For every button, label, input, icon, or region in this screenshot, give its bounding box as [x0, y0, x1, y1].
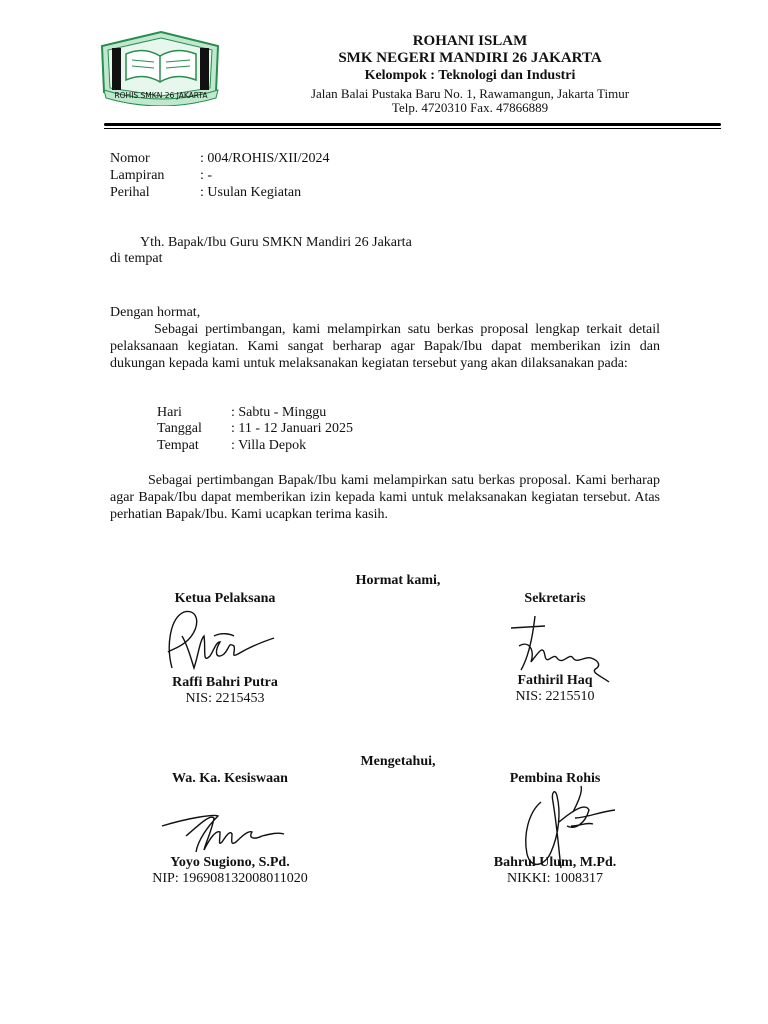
lampiran-value: : -	[200, 168, 213, 183]
tempat-value: : Villa Depok	[231, 438, 307, 453]
sekretaris-name: Fathiril Haq	[517, 673, 593, 688]
logo-lettering: ROHIS SMKN 26 JAKARTA	[114, 91, 208, 100]
tanggal-value: : 11 - 12 Januari 2025	[231, 421, 353, 436]
header-rule-thin	[104, 128, 721, 129]
sekretaris-nis: NIS: 2215510	[515, 689, 595, 704]
sekretaris-role: Sekretaris	[524, 591, 586, 606]
meta-perihal	[110, 185, 301, 201]
tanggal-label: Tanggal	[157, 421, 202, 436]
waka-role: Wa. Ka. Kesiswaan	[172, 771, 288, 786]
rohis-logo	[96, 28, 226, 106]
body-paragraph-1: Sebagai pertimbangan, kami melampirkan satu berkas proposal lengkap terkait detail pelaksanaan kegiatan. Kami sangat berharap agar Bapak/Ibu dapat memberikan izin dan dukungan kepada kami untuk melaksanakan kegiatan tersebut yang akan dilaksanakan pada:	[110, 322, 660, 371]
nomor-label: Nomor	[110, 151, 150, 166]
event-tempat	[157, 438, 306, 454]
hari-value: : Sabtu - Minggu	[231, 405, 327, 420]
ketua-signature	[158, 606, 278, 676]
waka-name: Yoyo Sugiono, S.Pd.	[170, 855, 290, 870]
salutation: Dengan hormat,	[110, 305, 201, 320]
pembina-role: Pembina Rohis	[509, 771, 601, 786]
mengetahui: Mengetahui,	[360, 754, 436, 769]
ketua-name: Raffi Bahri Putra	[172, 675, 278, 690]
waka-signature	[158, 800, 288, 860]
nomor-value: : 004/ROHIS/XII/2024	[200, 151, 330, 166]
recipient-line2: di tempat	[110, 251, 163, 266]
org-title: ROHANI ISLAM	[412, 33, 528, 49]
tempat-label: Tempat	[157, 438, 199, 453]
event-hari	[157, 405, 326, 421]
header-rule-thick	[104, 123, 721, 126]
ketua-nis: NIS: 2215453	[185, 691, 265, 706]
hormat-kami: Hormat kami,	[355, 573, 441, 588]
address-line: Jalan Balai Pustaka Baru No. 1, Rawamangun, Jakarta Timur	[310, 86, 630, 101]
pembina-name: Bahrul Ulum, M.Pd.	[493, 855, 617, 870]
phone-line: Telp. 4720310 Fax. 47866889	[391, 100, 549, 115]
perihal-label: Perihal	[110, 185, 150, 200]
meta-nomor	[110, 151, 330, 167]
recipient-line1: Yth. Bapak/Ibu Guru SMKN Mandiri 26 Jakarta	[140, 235, 412, 250]
body-paragraph-2: Sebagai pertimbangan Bapak/Ibu kami melampirkan satu berkas proposal. Kami berharap agar Bapak/Ibu dapat memberikan izin kepada kami untuk melaksanakan kegiatan tersebut. Atas perhatian Bapak/Ibu. Kami ucapkan terima kasih.	[110, 473, 660, 522]
lampiran-label: Lampiran	[110, 168, 165, 183]
hari-label: Hari	[157, 405, 182, 420]
ketua-role: Ketua Pelaksana	[174, 591, 276, 606]
meta-lampiran	[110, 168, 212, 184]
group-line: Kelompok : Teknologi dan Industri	[364, 68, 576, 83]
school-name: SMK NEGERI MANDIRI 26 JAKARTA	[338, 50, 602, 66]
waka-nip: NIP: 196908132008011020	[152, 871, 308, 886]
pembina-nikki: NIKKI: 1008317	[506, 871, 604, 886]
perihal-value: : Usulan Kegiatan	[200, 185, 302, 200]
event-tanggal	[157, 421, 353, 437]
